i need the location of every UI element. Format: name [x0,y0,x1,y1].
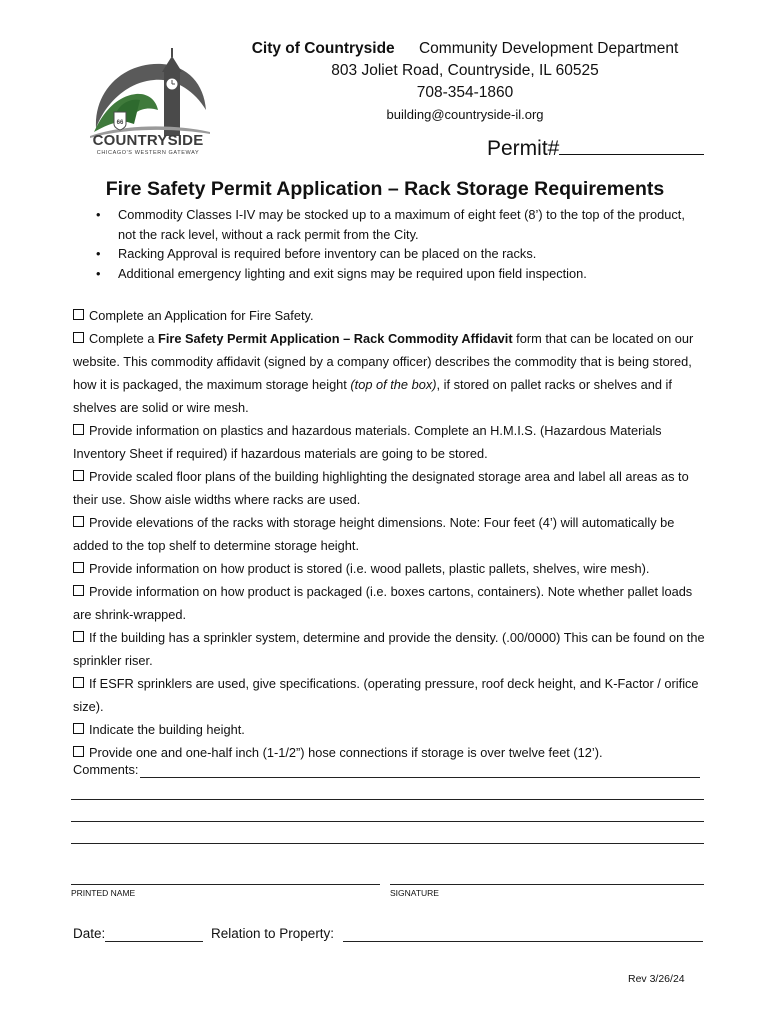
list-item [96,264,696,284]
revision-date: Rev 3/26/24 [628,973,685,985]
checklist [73,304,713,764]
permit-label: Permit# [487,137,560,160]
checklist-item [73,626,713,672]
checkbox[interactable] [73,516,84,527]
checklist-text: form that can be located on our website. This commodity affidavit (signed by a company officer) describes the commodity that is being stored, how it is packaged, the maximum storage height [73,331,694,392]
comments-line[interactable] [71,843,704,844]
checklist-item [73,419,713,465]
list-item [96,244,696,264]
checklist-item [73,557,713,580]
permit-number-field [487,136,704,161]
comments-line[interactable] [140,777,700,778]
logo-tower-spire [171,48,173,57]
checkbox[interactable] [73,677,84,688]
logo-tower-roof [162,56,182,72]
printed-name-label: PRINTED NAME [71,888,136,898]
checklist-text: Indicate the building height. [89,722,245,737]
bullet-text: Additional emergency lighting and exit signs may be required upon field inspection. [118,265,587,281]
comments-line[interactable] [71,799,704,800]
list-item [96,205,696,244]
checklist-item [73,304,713,327]
checkbox[interactable] [73,470,84,481]
checkbox[interactable] [73,309,84,320]
checkbox[interactable] [73,332,84,343]
logo-wordmark: COUNTRYSIDE [92,132,204,149]
checklist-item [73,672,713,718]
checklist-item [73,511,713,557]
checklist-text: If the building has a sprinkler system, determine and provide the density. (.00/0000) This can be found on the sprinkler riser. [73,630,705,668]
city-name: City of Countryside [251,40,395,57]
checklist-item [73,741,713,764]
checkbox[interactable] [73,562,84,573]
phone: 708-354-1860 [416,84,514,101]
address: 803 Joliet Road, Countryside, IL 60525 [331,62,599,79]
checkbox[interactable] [73,424,84,435]
header-line1 [200,40,730,58]
bullet-icon: • [96,246,101,261]
comments-line[interactable] [71,821,704,822]
bullet-text: Racking Approval is required before inventory can be placed on the racks. [118,246,537,261]
comments-label: Comments: [73,762,139,777]
checkbox[interactable] [73,723,84,734]
signature-line[interactable] [390,884,704,885]
permit-number-line[interactable] [559,136,704,155]
route-shield-number: 66 [116,120,124,126]
checklist-emphasis: (top of the box) [350,377,437,392]
checklist-item [73,718,713,741]
checklist-text: Complete an Application for Fire Safety. [89,308,314,323]
checklist-item [73,580,713,626]
checklist-text: Provide information on how product is stored (i.e. wood pallets, plastic pallets, shelves, wire mesh). [89,561,650,576]
checklist-text: If ESFR sprinklers are used, give specifications. (operating pressure, roof deck height, and K-Factor / orifice size). [73,676,699,714]
checklist-text: Complete a [89,331,158,346]
date-label: Date: [73,926,106,941]
printed-name-line[interactable] [71,884,380,885]
document-title: Fire Safety Permit Application – Rack Storage Requirements [105,178,665,200]
checklist-item [73,327,713,419]
logo-tagline: CHICAGO'S WESTERN GATEWAY [96,150,200,156]
requirements-list [96,205,696,283]
relation-label: Relation to Property: [211,926,335,941]
bullet-icon: • [96,207,101,222]
bullet-icon: • [96,265,101,281]
signature-label: SIGNATURE [390,888,439,898]
checklist-text: Provide scaled floor plans of the building highlighting the designated storage area and label all areas as to their use. Show aisle widths where racks are used. [73,469,689,507]
checkbox[interactable] [73,585,84,596]
date-line[interactable] [105,941,203,942]
bullet-text: Commodity Classes I-IV may be stocked up to a maximum of eight feet (8’) to the top of the product, not the rack level, without a rack permit from the City. [118,207,685,242]
checklist-text: Provide information on plastics and hazardous materials. Complete an H.M.I.S. (Hazardous Materials Inventory Sheet if required) if hazardous materials are going to be stored. [73,423,662,461]
checklist-text: Provide one and one-half inch (1-1/2”) hose connections if storage is over twelve feet (12’). [89,745,603,760]
checkbox[interactable] [73,746,84,757]
checklist-text: Provide elevations of the racks with storage height dimensions. Note: Four feet (4’) will automatically be added to the top shelf to determine storage height. [73,515,675,553]
checklist-text: Provide information on how product is packaged (i.e. boxes cartons, containers). Note whether pallet loads are shrink-wrapped. [73,584,693,622]
checkbox[interactable] [73,631,84,642]
department-name: Community Development Department [418,40,679,57]
relation-line[interactable] [343,941,703,942]
checklist-item [73,465,713,511]
affidavit-form-name: Fire Safety Permit Application – Rack Commodity Affidavit [158,331,513,346]
email[interactable]: building@countryside-il.org [386,107,544,122]
checklist-text: , if stored on pallet racks or shelves and if shelves are solid or wire mesh. [73,377,672,415]
